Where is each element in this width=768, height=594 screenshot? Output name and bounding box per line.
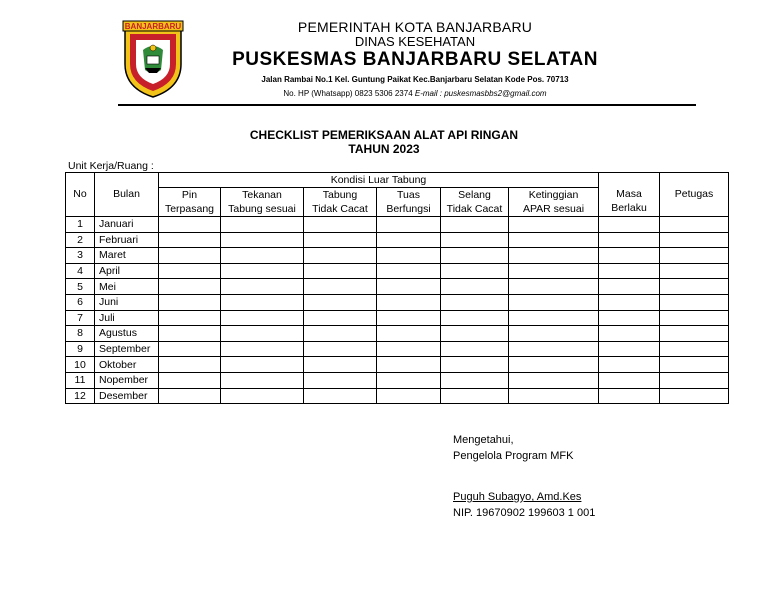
- check-cell[interactable]: [509, 326, 599, 342]
- signature-acknowledged: Mengetahui,: [453, 434, 514, 446]
- check-cell[interactable]: [159, 263, 221, 279]
- table-row: [66, 310, 729, 326]
- signature-block: [453, 432, 595, 521]
- check-cell[interactable]: [441, 217, 509, 233]
- check-cell[interactable]: [660, 279, 729, 295]
- check-cell[interactable]: [660, 232, 729, 248]
- check-cell[interactable]: [509, 357, 599, 373]
- row-month: September: [95, 341, 159, 357]
- check-cell[interactable]: [599, 294, 660, 310]
- check-cell[interactable]: [509, 388, 599, 404]
- letterhead-government: PEMERINTAH KOTA BANJARBARU: [297, 19, 533, 35]
- check-cell[interactable]: [159, 388, 221, 404]
- check-cell[interactable]: [159, 294, 221, 310]
- check-cell[interactable]: [509, 294, 599, 310]
- header-kondisi-luar-tabung: Kondisi Luar Tabung: [159, 173, 599, 188]
- row-number: 1: [66, 217, 95, 233]
- row-month: Oktober: [95, 357, 159, 373]
- check-cell[interactable]: [377, 248, 441, 264]
- row-number: 6: [66, 294, 95, 310]
- letterhead-contact: [200, 88, 630, 99]
- check-cell[interactable]: [221, 217, 304, 233]
- check-cell[interactable]: [509, 217, 599, 233]
- row-number: 11: [66, 372, 95, 388]
- check-cell[interactable]: [221, 279, 304, 295]
- check-cell[interactable]: [304, 263, 377, 279]
- check-cell[interactable]: [221, 294, 304, 310]
- header-tabung-tidak-cacat: Tabung Tidak Cacat: [304, 188, 377, 217]
- check-cell[interactable]: [304, 310, 377, 326]
- checklist-table: [65, 172, 729, 404]
- row-month: Agustus: [95, 326, 159, 342]
- check-cell[interactable]: [441, 372, 509, 388]
- check-cell[interactable]: [377, 388, 441, 404]
- letterhead-department: DINAS KESEHATAN: [354, 34, 476, 49]
- check-cell[interactable]: [377, 263, 441, 279]
- check-cell[interactable]: [377, 294, 441, 310]
- table-row: [66, 341, 729, 357]
- row-month: Juni: [95, 294, 159, 310]
- check-cell[interactable]: [221, 388, 304, 404]
- check-cell[interactable]: [221, 372, 304, 388]
- header-masa-berlaku: Masa Berlaku: [599, 173, 660, 217]
- check-cell[interactable]: [660, 217, 729, 233]
- check-cell[interactable]: [304, 326, 377, 342]
- table-row: [66, 248, 729, 264]
- header-selang-tidak-cacat: Selang Tidak Cacat: [441, 188, 509, 217]
- table-row: [66, 232, 729, 248]
- check-cell[interactable]: [304, 357, 377, 373]
- check-cell[interactable]: [599, 232, 660, 248]
- check-cell[interactable]: [304, 279, 377, 295]
- check-cell[interactable]: [599, 326, 660, 342]
- check-cell[interactable]: [377, 232, 441, 248]
- header-no: No: [66, 173, 95, 217]
- check-cell[interactable]: [509, 279, 599, 295]
- row-number: 8: [66, 326, 95, 342]
- letterhead: [200, 20, 630, 99]
- check-cell[interactable]: [441, 294, 509, 310]
- check-cell[interactable]: [660, 388, 729, 404]
- check-cell[interactable]: [159, 248, 221, 264]
- check-cell[interactable]: [599, 372, 660, 388]
- check-cell[interactable]: [599, 279, 660, 295]
- check-cell[interactable]: [377, 326, 441, 342]
- check-cell[interactable]: [441, 248, 509, 264]
- check-cell[interactable]: [221, 357, 304, 373]
- check-cell[interactable]: [377, 372, 441, 388]
- check-cell[interactable]: [221, 263, 304, 279]
- check-cell[interactable]: [159, 372, 221, 388]
- check-cell[interactable]: [221, 341, 304, 357]
- check-cell[interactable]: [377, 217, 441, 233]
- check-cell[interactable]: [509, 232, 599, 248]
- check-cell[interactable]: [599, 217, 660, 233]
- check-cell[interactable]: [221, 232, 304, 248]
- check-cell[interactable]: [660, 263, 729, 279]
- check-cell[interactable]: [441, 263, 509, 279]
- check-cell[interactable]: [509, 341, 599, 357]
- check-cell[interactable]: [660, 326, 729, 342]
- check-cell[interactable]: [441, 279, 509, 295]
- check-cell[interactable]: [599, 341, 660, 357]
- row-month: Maret: [95, 248, 159, 264]
- check-cell[interactable]: [509, 310, 599, 326]
- check-cell[interactable]: [159, 357, 221, 373]
- row-number: 10: [66, 357, 95, 373]
- logo-ribbon-text: BANJARBARU: [124, 22, 182, 31]
- row-number: 2: [66, 232, 95, 248]
- check-cell[interactable]: [599, 248, 660, 264]
- check-cell[interactable]: [221, 310, 304, 326]
- check-cell[interactable]: [377, 357, 441, 373]
- row-month: Februari: [95, 232, 159, 248]
- check-cell[interactable]: [660, 310, 729, 326]
- check-cell[interactable]: [660, 248, 729, 264]
- check-cell[interactable]: [441, 326, 509, 342]
- letterhead-divider: [118, 104, 696, 106]
- check-cell[interactable]: [304, 217, 377, 233]
- header-tekanan-tabung: Tekanan Tabung sesuai: [221, 188, 304, 217]
- header-bulan: Bulan: [95, 173, 159, 217]
- check-cell[interactable]: [509, 263, 599, 279]
- check-cell[interactable]: [159, 217, 221, 233]
- table-row: [66, 372, 729, 388]
- row-number: 3: [66, 248, 95, 264]
- row-number: 4: [66, 263, 95, 279]
- check-cell[interactable]: [660, 372, 729, 388]
- title-line-1: CHECKLIST PEMERIKSAAN ALAT API RINGAN: [249, 128, 519, 142]
- check-cell[interactable]: [304, 388, 377, 404]
- letterhead-address: Jalan Rambai No.1 Kel. Guntung Paikat Kec.Banjarbaru Selatan Kode Pos. 70713: [261, 75, 569, 84]
- check-cell[interactable]: [441, 310, 509, 326]
- check-cell[interactable]: [660, 341, 729, 357]
- header-ketinggian-apar: Ketinggian APAR sesuai: [509, 188, 599, 217]
- header-petugas: Petugas: [660, 173, 729, 217]
- signature-nip: NIP. 19670902 199603 1 001: [453, 507, 596, 519]
- check-cell[interactable]: [304, 294, 377, 310]
- check-cell[interactable]: [441, 232, 509, 248]
- row-month: Januari: [95, 217, 159, 233]
- contact-phone: No. HP (Whatsapp) 0823 5306 2374: [283, 89, 415, 98]
- check-cell[interactable]: [599, 357, 660, 373]
- header-pin-terpasang: Pin Terpasang: [159, 188, 221, 217]
- row-month: Desember: [95, 388, 159, 404]
- title-line-2: TAHUN 2023: [348, 142, 420, 156]
- check-cell[interactable]: [377, 279, 441, 295]
- table-row: [66, 388, 729, 404]
- check-cell[interactable]: [221, 248, 304, 264]
- check-cell[interactable]: [599, 263, 660, 279]
- row-month: Mei: [95, 279, 159, 295]
- check-cell[interactable]: [304, 372, 377, 388]
- check-cell[interactable]: [221, 326, 304, 342]
- row-number: 9: [66, 341, 95, 357]
- table-row: [66, 279, 729, 295]
- signature-name: Puguh Subagyo, Amd.Kes: [453, 491, 582, 503]
- check-cell[interactable]: [159, 232, 221, 248]
- row-month: Nopember: [95, 372, 159, 388]
- check-cell[interactable]: [159, 310, 221, 326]
- header-row-1: [66, 173, 729, 188]
- check-cell[interactable]: [599, 388, 660, 404]
- letterhead-institution: PUSKESMAS BANJARBARU SELATAN: [232, 49, 598, 70]
- check-cell[interactable]: [304, 341, 377, 357]
- header-tuas-berfungsi: Tuas Berfungsi: [377, 188, 441, 217]
- check-cell[interactable]: [509, 372, 599, 388]
- table-row: [66, 263, 729, 279]
- check-cell[interactable]: [660, 357, 729, 373]
- check-cell[interactable]: [599, 310, 660, 326]
- check-cell[interactable]: [441, 388, 509, 404]
- check-cell[interactable]: [509, 248, 599, 264]
- row-number: 5: [66, 279, 95, 295]
- check-cell[interactable]: [660, 294, 729, 310]
- contact-email-label: E-mail: [414, 89, 438, 98]
- contact-email: : puskesmasbbs2@gmail.com: [437, 89, 547, 98]
- check-cell[interactable]: [159, 341, 221, 357]
- check-cell[interactable]: [159, 326, 221, 342]
- check-cell[interactable]: [441, 341, 509, 357]
- check-cell[interactable]: [377, 341, 441, 357]
- check-cell[interactable]: [304, 232, 377, 248]
- row-month: April: [95, 263, 159, 279]
- check-cell[interactable]: [441, 357, 509, 373]
- row-month: Juli: [95, 310, 159, 326]
- table-row: [66, 294, 729, 310]
- unit-label: Unit Kerja/Ruang :: [68, 160, 154, 172]
- table-body: [66, 217, 729, 404]
- banjarbaru-emblem-logo: [121, 20, 185, 98]
- table-row: [66, 326, 729, 342]
- check-cell[interactable]: [304, 248, 377, 264]
- row-number: 12: [66, 388, 95, 404]
- check-cell[interactable]: [159, 279, 221, 295]
- row-number: 7: [66, 310, 95, 326]
- signature-role: Pengelola Program MFK: [453, 450, 574, 462]
- document-title: [184, 128, 584, 156]
- table-row: [66, 357, 729, 373]
- table-row: [66, 217, 729, 233]
- check-cell[interactable]: [377, 310, 441, 326]
